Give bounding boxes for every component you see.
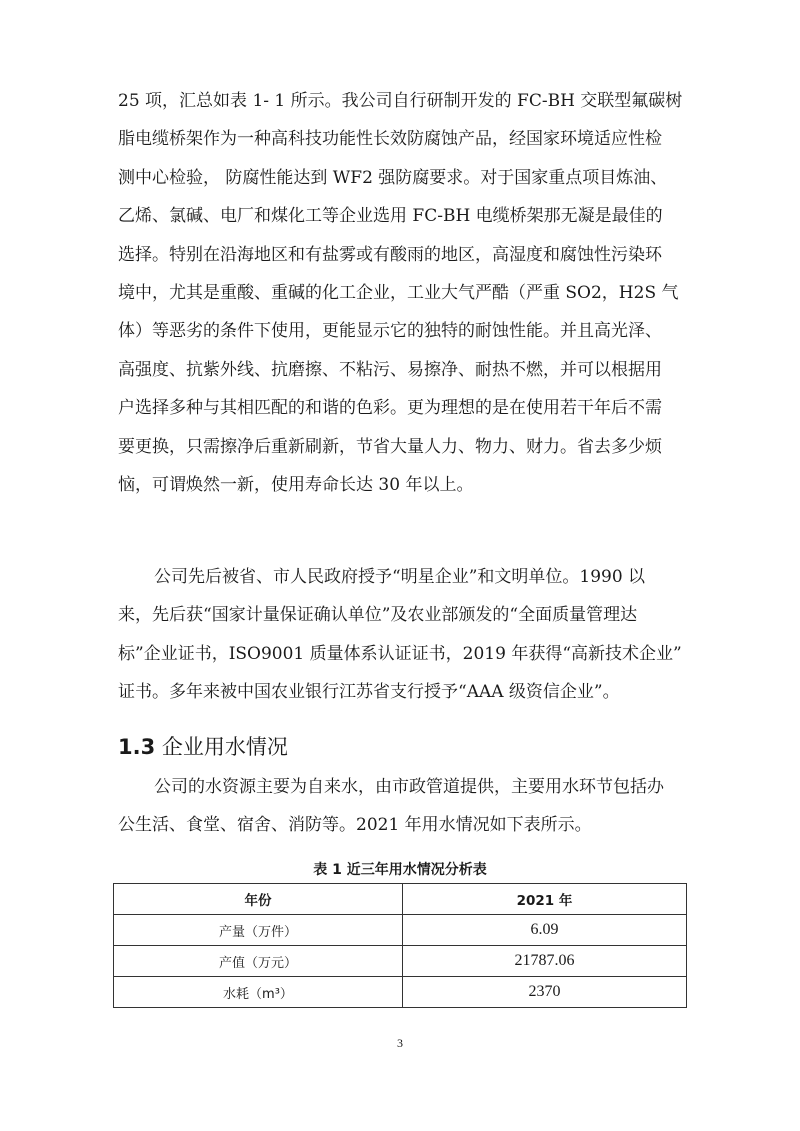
row-label: 产量（万件） bbox=[114, 915, 403, 946]
text-line: 要更换，只需擦净后重新刷新，节省大量人力、物力、财力。省去多少烦 bbox=[118, 436, 662, 457]
header-2021: 2021 年 bbox=[403, 884, 687, 915]
text-line: 证书。多年来被中国农业银行江苏省支行授予“AAA 级资信企业”。 bbox=[118, 682, 620, 703]
row-value: 6.09 bbox=[403, 915, 687, 946]
table-row bbox=[114, 915, 687, 946]
text-line: 公生活、食堂、宿舍、消防等。2021 年用水情况如下表所示。 bbox=[118, 815, 592, 836]
row-label: 产值（万元） bbox=[114, 946, 403, 977]
page-number: 3 bbox=[397, 1036, 403, 1050]
paragraph-water-usage bbox=[118, 768, 690, 845]
text-line: 户选择多种与其相匹配的和谐的色彩。更为理想的是在使用若干年后不需 bbox=[118, 398, 662, 419]
row-value: 21787.06 bbox=[403, 946, 687, 977]
header-year: 年份 bbox=[114, 884, 403, 915]
text-line: 境中，尤其是重酸、重碱的化工企业，工业大气严酷（严重 SO2，H2S 气 bbox=[118, 282, 679, 303]
section-title: 企业用水情况 bbox=[161, 735, 288, 759]
table-row bbox=[114, 946, 687, 977]
text-line: 来，先后获“国家计量保证确认单位”及农业部颁发的“全面质量管理达 bbox=[118, 605, 638, 626]
text-line: 恼，可谓焕然一新，使用寿命长达 30 年以上。 bbox=[118, 474, 474, 495]
text-line: 测中心检验， 防腐性能达到 WF2 强防腐要求。对于国家重点项目炼油、 bbox=[118, 167, 668, 188]
text-line: 乙烯、氯碱、电厂和煤化工等企业选用 FC-BH 电缆桥架那无凝是最佳的 bbox=[118, 206, 663, 227]
table-header-row bbox=[114, 884, 687, 915]
row-value: 2370 bbox=[403, 977, 687, 1008]
paragraph-product-description bbox=[118, 82, 690, 504]
section-heading bbox=[118, 732, 288, 762]
text-line: 高强度、抗紫外线、抗磨擦、不粘污、易擦净、耐热不燃，并可以根据用 bbox=[118, 359, 662, 380]
section-number: 1.3 bbox=[118, 735, 156, 759]
table-caption: 表 1 近三年用水情况分析表 bbox=[313, 862, 487, 878]
table-row bbox=[114, 977, 687, 1008]
water-usage-table bbox=[113, 883, 687, 1008]
row-label: 水耗（m³） bbox=[114, 977, 403, 1008]
text-line: 体）等恶劣的条件下使用，更能显示它的独特的耐蚀性能。并且高光泽、 bbox=[118, 321, 662, 342]
text-line: 选择。特别在沿海地区和有盐雾或有酸雨的地区，高湿度和腐蚀性污染环 bbox=[118, 244, 662, 265]
text-line: 脂电缆桥架作为一种高科技功能性长效防腐蚀产品，经国家环境适应性检 bbox=[118, 129, 662, 150]
text-line: 公司先后被省、市人民政府授予“明星企业”和文明单位。1990 以 bbox=[154, 567, 646, 587]
text-line: 公司的水资源主要为自来水，由市政管道提供，主要用水环节包括办 bbox=[154, 777, 664, 797]
text-line: 标”企业证书，ISO9001 质量体系认证证书，2019 年获得“高新技术企业” bbox=[118, 643, 682, 664]
paragraph-company-honors bbox=[118, 558, 690, 712]
text-line: 25 项，汇总如表 1- 1 所示。我公司自行研制开发的 FC-BH 交联型氟碳树 bbox=[118, 91, 683, 111]
